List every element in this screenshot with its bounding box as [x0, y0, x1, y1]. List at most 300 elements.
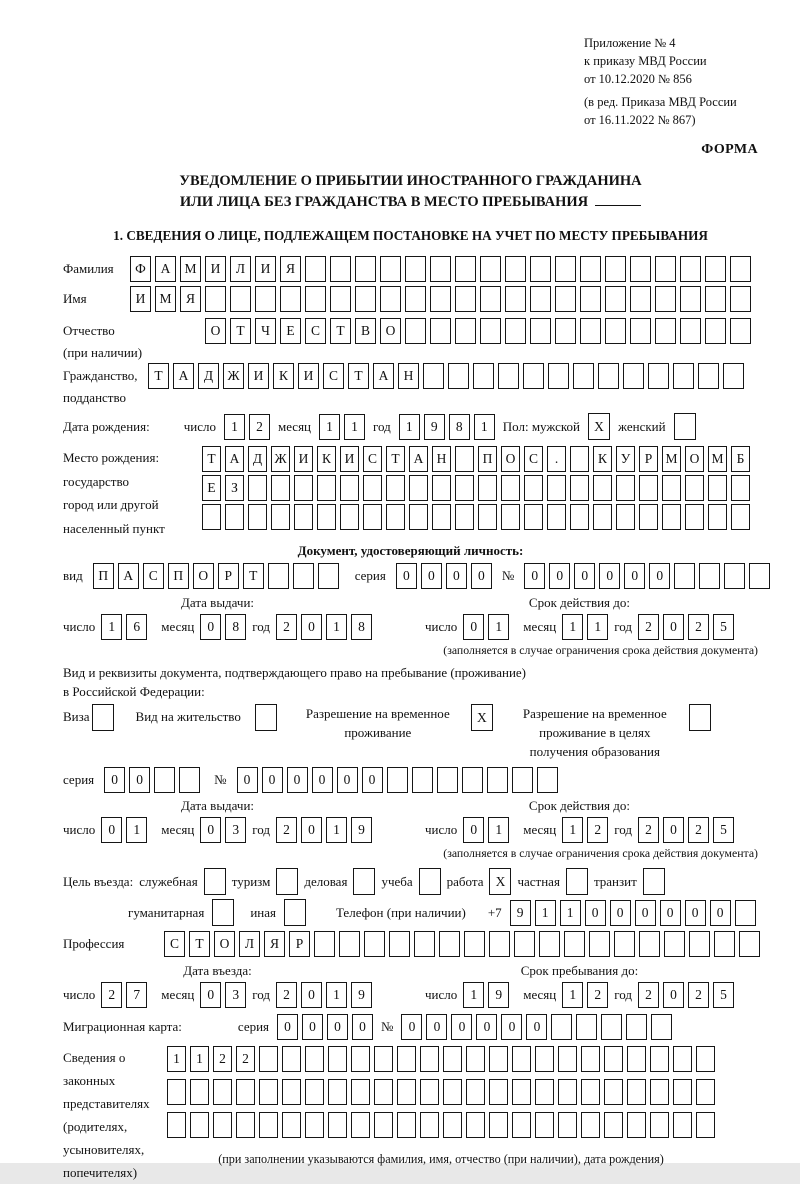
legal-reps-block — [63, 1046, 758, 1184]
char-cell — [432, 504, 451, 530]
char-cell: И — [294, 446, 313, 472]
char-cell — [489, 1079, 508, 1105]
char-cell — [530, 256, 551, 282]
phone-cells — [510, 900, 756, 926]
doc-kind-label: вид — [63, 568, 83, 583]
char-cell: 9 — [351, 982, 372, 1008]
char-cell — [473, 363, 494, 389]
profession-cells — [164, 931, 760, 957]
option-temp-residence-edu-checkbox — [689, 704, 711, 731]
purpose-work-checkbox — [489, 868, 511, 895]
doc-issued-caption: Дата выдачи: — [181, 595, 255, 610]
char-cell: 1 — [399, 414, 420, 440]
residence-valid-caption: Срок действия до: — [528, 798, 631, 813]
char-cell — [351, 1079, 370, 1105]
char-cell — [305, 1046, 324, 1072]
char-cell — [630, 286, 651, 312]
char-cell — [443, 1046, 462, 1072]
char-cell — [580, 256, 601, 282]
char-cell — [616, 504, 635, 530]
residence-number-label: № — [214, 772, 227, 787]
char-cell — [414, 931, 435, 957]
char-cell: 0 — [649, 563, 670, 589]
char-cell — [547, 475, 566, 501]
option-visa-label: Виза — [63, 709, 90, 724]
char-cell: О — [205, 318, 226, 344]
char-cell: 0 — [501, 1014, 522, 1040]
char-cell — [314, 931, 335, 957]
char-cell: С — [305, 318, 326, 344]
char-cell: 2 — [101, 982, 122, 1008]
char-cell: 2 — [688, 614, 709, 640]
char-cell — [674, 563, 695, 589]
char-cell — [339, 931, 360, 957]
doc-issued-year-cells — [276, 614, 372, 640]
char-cell — [294, 475, 313, 501]
char-cell — [248, 504, 267, 530]
option-temp-residence-edu-label: Разрешение на временное проживание в целях получения образования — [522, 706, 667, 759]
char-cell: 0 — [610, 900, 631, 926]
char-cell — [593, 504, 612, 530]
form-title — [63, 171, 758, 213]
option-residence-permit-checkbox — [255, 704, 277, 731]
char-cell: О — [685, 446, 704, 472]
profession-label: Профессия — [63, 936, 125, 951]
char-cell: О — [501, 446, 520, 472]
char-cell — [512, 1046, 531, 1072]
char-cell: Я — [264, 931, 285, 957]
char-cell — [512, 1112, 531, 1138]
char-cell — [328, 1046, 347, 1072]
appendix-reference — [584, 34, 784, 129]
birthplace-row2-cells — [202, 475, 750, 501]
char-cell: Я — [280, 256, 301, 282]
purpose-official-checkbox — [204, 868, 226, 895]
char-cell: 1 — [344, 414, 365, 440]
residence-doc-line2: в Российской Федерации: — [63, 684, 205, 699]
char-cell: 1 — [488, 614, 509, 640]
entry-month-cells — [200, 982, 246, 1008]
birth-year-cells — [399, 414, 495, 440]
char-cell — [419, 868, 441, 895]
purpose-study-label: учеба — [381, 873, 413, 889]
char-cell — [512, 1079, 531, 1105]
citizenship-cells — [148, 363, 744, 389]
doc-dates-row — [63, 595, 758, 640]
doc-dates-block — [63, 595, 758, 658]
char-cell: 2 — [587, 817, 608, 843]
residence-issued-year-cells — [276, 817, 372, 843]
char-cell — [478, 475, 497, 501]
char-cell: И — [298, 363, 319, 389]
char-cell — [489, 1112, 508, 1138]
residence-series-label: серия — [63, 772, 95, 787]
char-cell: 0 — [312, 767, 333, 793]
char-cell — [555, 256, 576, 282]
char-cell — [581, 1079, 600, 1105]
char-cell — [212, 899, 234, 926]
month-label: месяц — [161, 987, 195, 1002]
char-cell: 0 — [710, 900, 731, 926]
month-label: месяц — [277, 418, 312, 434]
char-cell: 2 — [688, 817, 709, 843]
char-cell — [730, 318, 751, 344]
char-cell: X — [588, 413, 610, 440]
birth-month-cells — [319, 414, 365, 440]
char-cell — [673, 1046, 692, 1072]
char-cell: К — [317, 446, 336, 472]
char-cell — [480, 318, 501, 344]
purpose-private-label: частная — [517, 873, 560, 889]
doc-series-label: серия — [354, 568, 386, 583]
char-cell: С — [143, 563, 164, 589]
stay-until-caption: Срок пребывания до: — [520, 963, 639, 978]
char-cell: 0 — [262, 767, 283, 793]
char-cell — [293, 563, 314, 589]
char-cell: 1 — [224, 414, 245, 440]
form-label: ФОРМА — [701, 142, 758, 157]
char-cell — [537, 767, 558, 793]
char-cell — [466, 1079, 485, 1105]
char-cell — [271, 475, 290, 501]
doc-valid-day-cells — [463, 614, 509, 640]
char-cell — [580, 286, 601, 312]
char-cell: 9 — [510, 900, 531, 926]
char-cell: Д — [198, 363, 219, 389]
char-cell — [680, 256, 701, 282]
char-cell: Л — [239, 931, 260, 957]
char-cell — [236, 1079, 255, 1105]
doc-number-label: № — [501, 568, 515, 583]
char-cell: 2 — [638, 817, 659, 843]
char-cell — [524, 475, 543, 501]
char-cell — [478, 504, 497, 530]
char-cell — [524, 504, 543, 530]
char-cell: 2 — [213, 1046, 232, 1072]
purpose-work-label: работа — [446, 873, 484, 889]
char-cell: 1 — [167, 1046, 186, 1072]
char-cell: 0 — [446, 563, 467, 589]
char-cell: 2 — [276, 817, 297, 843]
birth-day-cells — [224, 414, 270, 440]
appendix-line: от 10.12.2020 № 856 — [584, 72, 692, 86]
char-cell: 0 — [685, 900, 706, 926]
char-cell — [380, 286, 401, 312]
char-cell — [739, 931, 760, 957]
char-cell — [630, 256, 651, 282]
char-cell: 0 — [327, 1014, 348, 1040]
patronymic-sublabel: (при наличии) — [63, 345, 143, 360]
day-label: число — [183, 418, 216, 434]
char-cell — [305, 1079, 324, 1105]
residence-issued-day-cells — [101, 817, 147, 843]
purpose-humanitarian-checkbox — [212, 899, 234, 926]
appendix-line: Приложение № 4 — [584, 36, 676, 50]
char-cell — [576, 1014, 597, 1040]
char-cell — [535, 1046, 554, 1072]
month-label: месяц — [523, 619, 557, 634]
char-cell: С — [524, 446, 543, 472]
char-cell — [664, 931, 685, 957]
char-cell — [535, 1112, 554, 1138]
char-cell — [190, 1112, 209, 1138]
char-cell — [696, 1079, 715, 1105]
birthplace-row3-cells — [202, 504, 750, 530]
char-cell — [680, 286, 701, 312]
char-cell — [389, 931, 410, 957]
char-cell: 0 — [663, 817, 684, 843]
day-label: число — [63, 822, 96, 837]
char-cell: Т — [148, 363, 169, 389]
char-cell: М — [155, 286, 176, 312]
char-cell: 0 — [476, 1014, 497, 1040]
char-cell — [397, 1079, 416, 1105]
char-cell: 0 — [421, 563, 442, 589]
char-cell: Т — [202, 446, 221, 472]
char-cell: 0 — [396, 563, 417, 589]
char-cell — [514, 931, 535, 957]
char-cell: 0 — [401, 1014, 422, 1040]
char-cell — [643, 868, 665, 895]
field-profession — [63, 931, 758, 957]
field-birthplace — [63, 446, 758, 540]
appendix-line: к приказу МВД России — [584, 54, 707, 68]
char-cell — [225, 504, 244, 530]
char-cell — [282, 1112, 301, 1138]
char-cell: 0 — [471, 563, 492, 589]
option-temp-residence-checkbox — [471, 704, 493, 731]
char-cell — [605, 318, 626, 344]
char-cell: 3 — [225, 817, 246, 843]
birthplace-label-line: Место рождения: — [63, 450, 160, 465]
char-cell: 1 — [190, 1046, 209, 1072]
char-cell — [259, 1079, 278, 1105]
doc-kind-cells — [93, 563, 339, 589]
char-cell — [505, 256, 526, 282]
char-cell: 0 — [101, 817, 122, 843]
char-cell — [259, 1046, 278, 1072]
month-label: месяц — [523, 822, 557, 837]
char-cell — [570, 475, 589, 501]
char-cell: . — [547, 446, 566, 472]
purpose-business-label: деловая — [304, 873, 348, 889]
char-cell: И — [205, 256, 226, 282]
char-cell: Р — [218, 563, 239, 589]
char-cell: 6 — [126, 614, 147, 640]
char-cell — [487, 767, 508, 793]
char-cell — [749, 563, 770, 589]
residence-dates-block — [63, 798, 758, 861]
field-surname — [63, 256, 758, 282]
char-cell — [680, 318, 701, 344]
char-cell: А — [225, 446, 244, 472]
char-cell: Т — [243, 563, 264, 589]
char-cell — [655, 318, 676, 344]
legal-reps-labels — [63, 1046, 167, 1184]
residence-valid-year-cells — [638, 817, 734, 843]
char-cell — [558, 1112, 577, 1138]
patronymic-label: Отчество — [63, 323, 115, 338]
char-cell: О — [380, 318, 401, 344]
doc-series-cells — [396, 563, 492, 589]
char-cell: 8 — [449, 414, 470, 440]
month-label: месяц — [161, 822, 195, 837]
char-cell: А — [118, 563, 139, 589]
char-cell: 0 — [302, 1014, 323, 1040]
char-cell: Д — [248, 446, 267, 472]
char-cell — [353, 868, 375, 895]
day-label: число — [424, 619, 458, 634]
char-cell: П — [478, 446, 497, 472]
field-doc-kind — [63, 563, 758, 589]
char-cell — [455, 504, 474, 530]
legal-reps-label-line: Сведения о — [63, 1050, 126, 1065]
purpose-other-label: иная — [250, 904, 276, 920]
stay-day-cells — [463, 982, 509, 1008]
entry-dates-row — [63, 963, 758, 1008]
year-label: год — [252, 822, 271, 837]
char-cell — [190, 1079, 209, 1105]
char-cell: 8 — [225, 614, 246, 640]
char-cell: О — [193, 563, 214, 589]
char-cell — [598, 363, 619, 389]
char-cell — [505, 318, 526, 344]
char-cell — [570, 446, 589, 472]
char-cell — [662, 504, 681, 530]
doc-validity-note: (заполняется в случае ограничения срока действия документа) — [443, 643, 758, 657]
char-cell — [604, 1046, 623, 1072]
residence-series-row — [63, 767, 758, 793]
firstname-label: Имя — [63, 291, 87, 306]
doc-valid-caption: Срок действия до: — [528, 595, 631, 610]
char-cell: С — [164, 931, 185, 957]
char-cell — [685, 504, 704, 530]
year-label: год — [614, 619, 632, 634]
char-cell: М — [662, 446, 681, 472]
char-cell: 0 — [277, 1014, 298, 1040]
char-cell: 0 — [635, 900, 656, 926]
legal-reps-row1-cells — [167, 1046, 715, 1072]
char-cell: 0 — [463, 614, 484, 640]
form-title-line1: УВЕДОМЛЕНИЕ О ПРИБЫТИИ ИНОСТРАННОГО ГРАЖДАНИНА — [179, 173, 642, 189]
stay-month-cells — [562, 982, 608, 1008]
residence-issued-caption: Дата выдачи: — [181, 798, 255, 813]
char-cell: Т — [348, 363, 369, 389]
char-cell: К — [593, 446, 612, 472]
purpose-study-checkbox — [419, 868, 441, 895]
char-cell — [705, 318, 726, 344]
char-cell — [698, 363, 719, 389]
char-cell: П — [93, 563, 114, 589]
char-cell — [420, 1112, 439, 1138]
char-cell: 1 — [319, 414, 340, 440]
char-cell: Т — [330, 318, 351, 344]
entry-dates-block — [63, 963, 758, 1008]
char-cell — [374, 1046, 393, 1072]
char-cell: 0 — [337, 767, 358, 793]
birthdate-label: Дата рождения: — [63, 418, 150, 434]
char-cell — [202, 504, 221, 530]
citizenship-label: Гражданство, — [63, 368, 138, 383]
char-cell: Ч — [255, 318, 276, 344]
char-cell — [626, 1014, 647, 1040]
char-cell: 0 — [301, 817, 322, 843]
birthplace-labels — [63, 446, 202, 540]
residence-valid-day-cells — [463, 817, 509, 843]
char-cell — [455, 286, 476, 312]
char-cell — [616, 475, 635, 501]
char-cell: Ж — [271, 446, 290, 472]
char-cell — [255, 286, 276, 312]
char-cell: 9 — [351, 817, 372, 843]
char-cell — [673, 1079, 692, 1105]
char-cell — [204, 868, 226, 895]
char-cell — [448, 363, 469, 389]
char-cell — [627, 1046, 646, 1072]
char-cell — [363, 504, 382, 530]
char-cell: С — [363, 446, 382, 472]
char-cell — [731, 475, 750, 501]
char-cell — [405, 318, 426, 344]
char-cell — [455, 256, 476, 282]
char-cell: 2 — [688, 982, 709, 1008]
char-cell: 0 — [301, 982, 322, 1008]
char-cell: О — [214, 931, 235, 957]
doc-valid-col — [425, 595, 734, 640]
char-cell — [650, 1079, 669, 1105]
char-cell: С — [323, 363, 344, 389]
legal-reps-rows — [167, 1046, 715, 1138]
char-cell — [213, 1112, 232, 1138]
purpose-business-checkbox — [353, 868, 375, 895]
char-cell — [489, 931, 510, 957]
char-cell — [689, 931, 710, 957]
char-cell — [455, 318, 476, 344]
char-cell: 0 — [660, 900, 681, 926]
char-cell — [535, 1079, 554, 1105]
char-cell — [318, 563, 339, 589]
stay-until-col — [425, 963, 734, 1008]
char-cell — [650, 1112, 669, 1138]
residence-number-cells — [237, 767, 558, 793]
char-cell — [699, 563, 720, 589]
char-cell — [480, 256, 501, 282]
char-cell: 0 — [663, 982, 684, 1008]
char-cell — [386, 504, 405, 530]
migration-number-cells — [401, 1014, 672, 1040]
char-cell: 1 — [587, 614, 608, 640]
char-cell: Т — [189, 931, 210, 957]
char-cell: Ж — [223, 363, 244, 389]
char-cell — [305, 1112, 324, 1138]
char-cell — [276, 868, 298, 895]
char-cell: Я — [180, 286, 201, 312]
char-cell: К — [273, 363, 294, 389]
char-cell — [564, 931, 585, 957]
char-cell: 0 — [526, 1014, 547, 1040]
citizenship-sublabel: подданство — [63, 390, 127, 405]
char-cell — [639, 475, 658, 501]
title-underline — [595, 192, 641, 206]
char-cell — [558, 1079, 577, 1105]
char-cell — [685, 475, 704, 501]
purpose-official-label: служебная — [139, 873, 198, 889]
legal-reps-label-line: попечителях) — [63, 1165, 138, 1180]
char-cell — [430, 318, 451, 344]
char-cell — [673, 363, 694, 389]
char-cell — [294, 504, 313, 530]
char-cell: Е — [202, 475, 221, 501]
